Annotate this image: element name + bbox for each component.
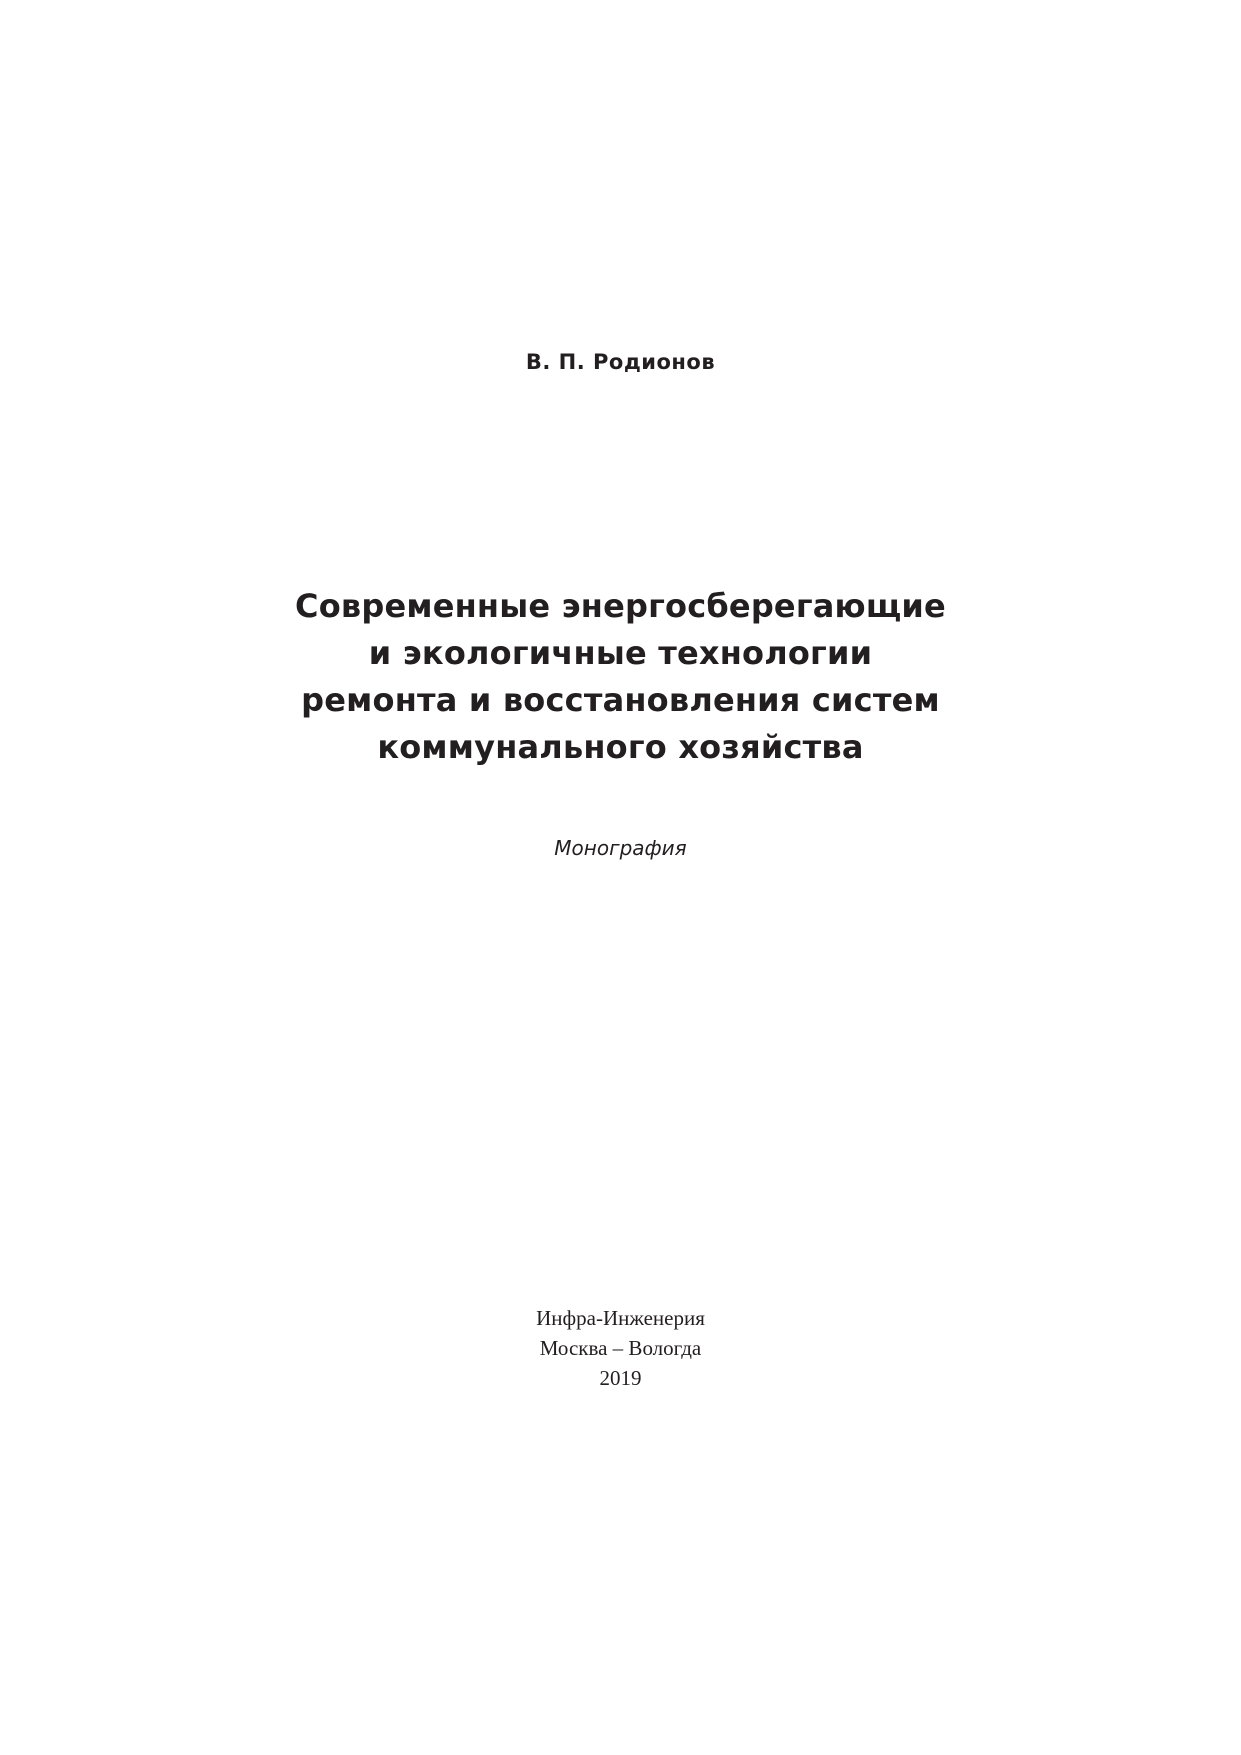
publication-cities: Москва – Вологда (539, 1336, 702, 1360)
publisher-name: Инфра-Инженерия (536, 1306, 705, 1330)
publication-year: 2019 (599, 1366, 642, 1390)
title-line-1: Современные энергосберегающие (295, 587, 946, 625)
title-line-4: коммунального хозяйства (377, 728, 864, 766)
imprint (0, 1303, 1241, 1393)
title-line-2: и экологичные технологии (368, 634, 873, 672)
title-line-3: ремонта и восстановления систем (301, 681, 940, 719)
book-title (0, 583, 1241, 771)
genre-label: Монография (554, 836, 687, 860)
author-name: В. П. Родионов (525, 350, 716, 374)
